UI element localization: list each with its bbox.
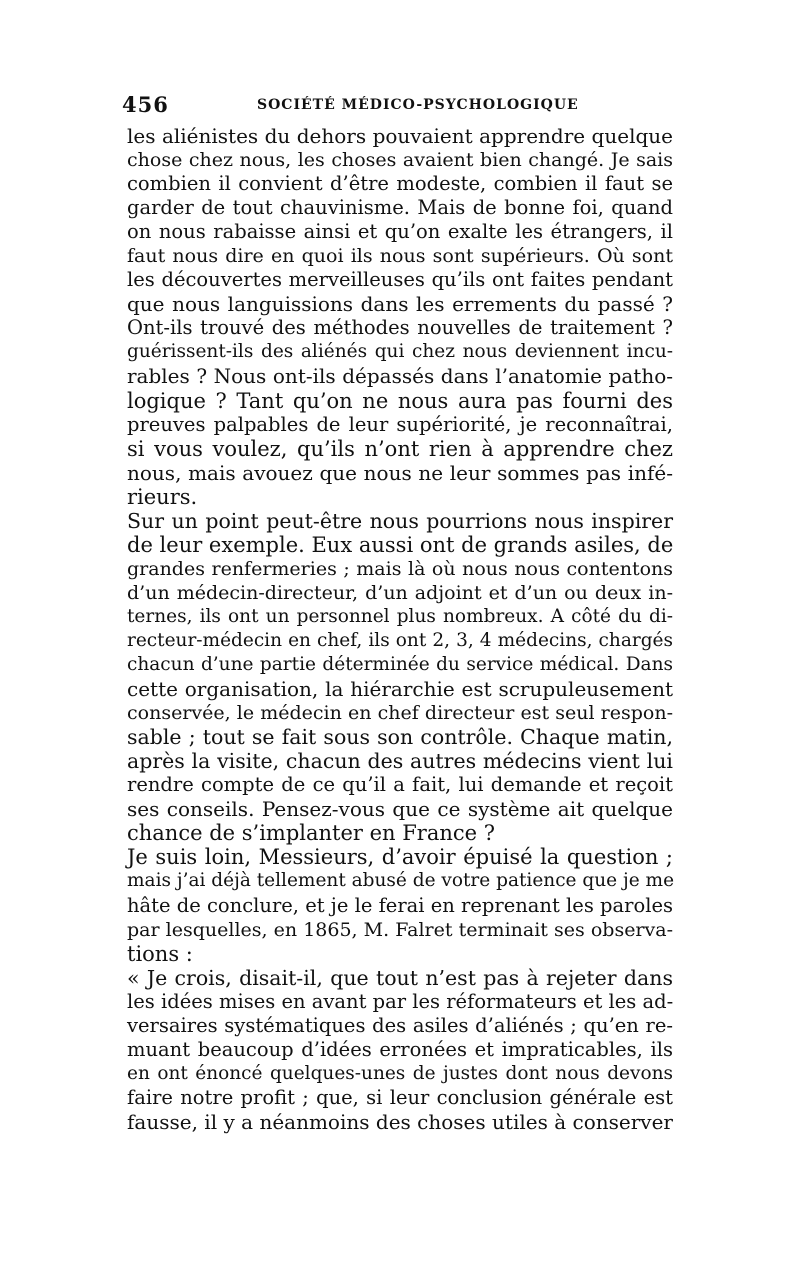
running-title: SOCIÉTÉ MÉDICO-PSYCHOLOGIQUE — [257, 97, 579, 113]
text-line: recteur-médecin en chef, ils ont 2, 3, 4 médecins, chargés — [127, 629, 673, 651]
text-line: fausse, il y a néanmoins des choses utiles à conserver — [127, 1109, 673, 1134]
text-line: tions : — [127, 941, 193, 966]
text-line: rables ? Nous ont-ils dépassés dans l’anatomie patho- — [127, 364, 673, 389]
text-line: guérissent-ils des aliénés qui chez nous deviennent incu- — [127, 341, 673, 363]
text-line: Sur un point peut-être nous pourrions nous inspirer — [127, 508, 673, 533]
text-line: « Je crois, disait-il, que tout n’est pas à rejeter dans — [127, 965, 673, 990]
text-line: Ont-ils trouvé des méthodes nouvelles de traitement ? — [127, 316, 673, 340]
text-line: hâte de conclure, et je le ferai en reprenant les paroles — [127, 893, 673, 917]
page-header — [122, 92, 682, 120]
text-line: rieurs. — [127, 484, 198, 509]
text-line: muant beaucoup d’idées erronées et impraticables, ils — [127, 1037, 673, 1061]
text-line: nous, mais avouez que nous ne leur sommes pas infé- — [127, 460, 673, 485]
text-line: versaires systématiques des asiles d’aliénés ; qu’en re- — [127, 1013, 673, 1037]
page-number: 456 — [122, 92, 169, 117]
text-line: logique ? Tant qu’on ne nous aura pas fourni des — [127, 388, 673, 413]
text-line: on nous rabaisse ainsi et qu’on exalte les étrangers, il — [127, 220, 673, 244]
text-line: garder de tout chauvinisme. Mais de bonne foi, quand — [127, 196, 673, 220]
text-line: chose chez nous, les choses avaient bien changé. Je sais — [127, 149, 673, 172]
text-line: faire notre profit ; que, si leur conclusion générale est — [127, 1085, 673, 1109]
text-line: les idées mises en avant par les réformateurs et les ad- — [127, 989, 674, 1013]
text-line: les découvertes merveilleuses qu’ils ont faites pendant — [127, 268, 673, 292]
text-line: ses conseils. Pensez-vous que ce système ait quelque — [127, 797, 673, 822]
text-line: conservée, le médecin en chef directeur est seul respon- — [127, 702, 673, 725]
text-line: si vous voulez, qu’ils n’ont rien à apprendre chez — [127, 436, 673, 461]
text-line: chance de s’implanter en France ? — [127, 821, 496, 846]
text-line: ternes, ils ont un personnel plus nombreux. A côté du di- — [127, 605, 673, 627]
text-line: Je suis loin, Messieurs, d’avoir épuisé la question ; — [127, 845, 673, 870]
text-line: les aliénistes du dehors pouvaient apprendre quelque — [127, 124, 673, 148]
text-line: preuves palpables de leur supériorité, je reconnaîtrai, — [127, 412, 673, 436]
text-line: combien il convient d’être modeste, combien il faut se — [127, 172, 673, 196]
body-text — [127, 124, 673, 1134]
text-line: de leur exemple. Eux aussi ont de grands asiles, de — [127, 532, 674, 557]
text-line: après la visite, chacun des autres médecins vient lui — [127, 749, 673, 774]
text-line: par lesquelles, en 1865, M. Falret terminait ses observa- — [127, 918, 673, 941]
text-line: grandes renfermeries ; mais là où nous nous contentons — [127, 557, 673, 580]
text-line: cette organisation, la hiérarchie est scrupuleusement — [127, 677, 673, 702]
text-line: d’un médecin-directeur, d’un adjoint et d’un ou deux in- — [127, 581, 673, 604]
text-line: faut nous dire en quoi ils nous sont supérieurs. Où sont — [127, 245, 673, 268]
text-line: sable ; tout se fait sous son contrôle. Chaque matin, — [127, 725, 673, 750]
text-line: chacun d’une partie déterminée du service médical. Dans — [127, 654, 673, 676]
text-line: en ont énoncé quelques-unes de justes dont nous devons — [127, 1062, 673, 1084]
text-line: mais j’ai déjà tellement abusé de votre patience que je me — [127, 870, 675, 892]
text-line: rendre compte de ce qu’il a fait, lui demande et reçoit — [127, 773, 673, 797]
text-line: que nous languissions dans les errements du passé ? — [127, 292, 673, 317]
